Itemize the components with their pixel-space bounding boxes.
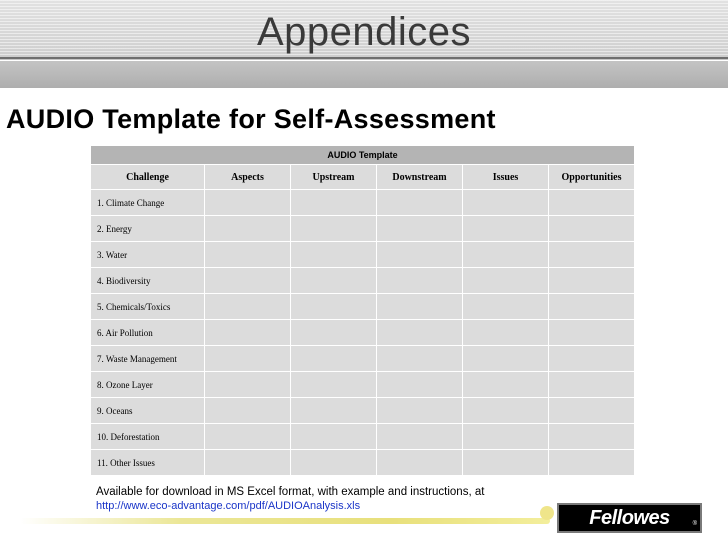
header-band xyxy=(0,58,728,88)
downstream-cell xyxy=(377,216,463,242)
aspects-cell xyxy=(205,450,291,476)
downstream-cell xyxy=(377,294,463,320)
aspects-cell xyxy=(205,216,291,242)
opportunities-cell xyxy=(549,320,635,346)
issues-cell xyxy=(463,242,549,268)
logo-wordmark: Fellowes xyxy=(589,506,670,529)
downstream-cell xyxy=(377,398,463,424)
opportunities-cell xyxy=(549,372,635,398)
downstream-cell xyxy=(377,424,463,450)
opportunities-cell xyxy=(549,450,635,476)
upstream-cell xyxy=(291,268,377,294)
downstream-cell xyxy=(377,320,463,346)
opportunities-cell xyxy=(549,398,635,424)
download-link[interactable]: http://www.eco-advantage.com/pdf/AUDIOAnalysis.xls xyxy=(96,500,361,512)
issues-cell xyxy=(463,398,549,424)
downstream-cell xyxy=(377,242,463,268)
slide-title: Appendices xyxy=(256,10,472,54)
challenge-cell: 1. Climate Change xyxy=(91,190,205,216)
issues-cell xyxy=(463,216,549,242)
upstream-cell xyxy=(291,242,377,268)
opportunities-cell xyxy=(549,346,635,372)
column-header-issues: Issues xyxy=(463,165,549,190)
aspects-cell xyxy=(205,190,291,216)
table-row xyxy=(91,372,635,398)
upstream-cell xyxy=(291,216,377,242)
slide-subtitle: AUDIO Template for Self-Assessment xyxy=(6,104,496,134)
downstream-cell xyxy=(377,372,463,398)
opportunities-cell xyxy=(549,294,635,320)
issues-cell xyxy=(463,372,549,398)
downstream-cell xyxy=(377,346,463,372)
table-row xyxy=(91,450,635,476)
aspects-cell xyxy=(205,242,291,268)
aspects-cell xyxy=(205,346,291,372)
challenge-cell: 7. Waste Management xyxy=(91,346,205,372)
upstream-cell xyxy=(291,372,377,398)
opportunities-cell xyxy=(549,190,635,216)
aspects-cell xyxy=(205,268,291,294)
table-row xyxy=(91,216,635,242)
column-header-downstream: Downstream xyxy=(377,165,463,190)
upstream-cell xyxy=(291,294,377,320)
challenge-cell: 2. Energy xyxy=(91,216,205,242)
upstream-cell xyxy=(291,424,377,450)
table-row xyxy=(91,242,635,268)
downstream-cell xyxy=(377,190,463,216)
upstream-cell xyxy=(291,190,377,216)
issues-cell xyxy=(463,450,549,476)
table-row xyxy=(91,190,635,216)
aspects-cell xyxy=(205,372,291,398)
column-header-upstream: Upstream xyxy=(291,165,377,190)
column-header-opportunities: Opportunities xyxy=(549,165,635,190)
opportunities-cell xyxy=(549,424,635,450)
challenge-cell: 5. Chemicals/Toxics xyxy=(91,294,205,320)
downstream-cell xyxy=(377,450,463,476)
challenge-cell: 8. Ozone Layer xyxy=(91,372,205,398)
challenge-cell: 9. Oceans xyxy=(91,398,205,424)
table-row xyxy=(91,294,635,320)
column-header-aspects: Aspects xyxy=(205,165,291,190)
issues-cell xyxy=(463,190,549,216)
table-row xyxy=(91,424,635,450)
issues-cell xyxy=(463,294,549,320)
opportunities-cell xyxy=(549,268,635,294)
column-header-challenge: Challenge xyxy=(91,165,205,190)
header-highlight xyxy=(0,60,728,61)
aspects-cell xyxy=(205,398,291,424)
aspects-cell xyxy=(205,424,291,450)
challenge-cell: 11. Other Issues xyxy=(91,450,205,476)
issues-cell xyxy=(463,320,549,346)
aspects-cell xyxy=(205,320,291,346)
challenge-cell: 3. Water xyxy=(91,242,205,268)
header-divider xyxy=(0,57,728,59)
footer-swoosh xyxy=(20,518,550,524)
issues-cell xyxy=(463,346,549,372)
challenge-cell: 4. Biodiversity xyxy=(91,268,205,294)
fellowes-logo xyxy=(557,503,702,533)
audio-template-table xyxy=(90,145,635,476)
upstream-cell xyxy=(291,346,377,372)
table-title: AUDIO Template xyxy=(91,146,635,165)
footer-swoosh-cap xyxy=(540,506,554,520)
downstream-cell xyxy=(377,268,463,294)
table-row xyxy=(91,398,635,424)
header-bar xyxy=(0,0,728,88)
issues-cell xyxy=(463,424,549,450)
download-note: Available for download in MS Excel format, with example and instructions, at xyxy=(96,486,485,498)
upstream-cell xyxy=(291,398,377,424)
challenge-cell: 6. Air Pollution xyxy=(91,320,205,346)
table-row xyxy=(91,320,635,346)
challenge-cell: 10. Deforestation xyxy=(91,424,205,450)
opportunities-cell xyxy=(549,216,635,242)
upstream-cell xyxy=(291,450,377,476)
logo-trademark: ® xyxy=(692,521,697,527)
issues-cell xyxy=(463,268,549,294)
upstream-cell xyxy=(291,320,377,346)
table-row xyxy=(91,268,635,294)
aspects-cell xyxy=(205,294,291,320)
table-row xyxy=(91,346,635,372)
opportunities-cell xyxy=(549,242,635,268)
